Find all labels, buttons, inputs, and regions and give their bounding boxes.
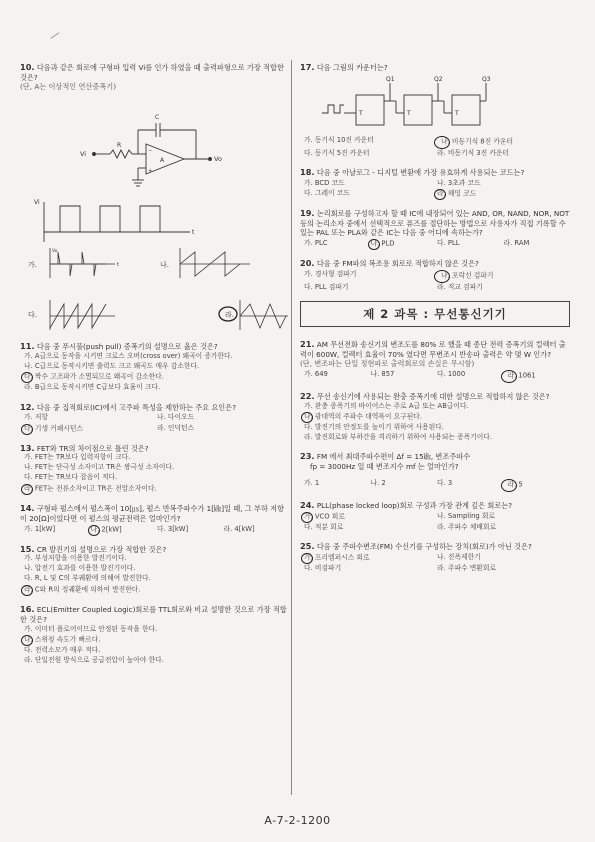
option-na: 나. 2 — [370, 478, 386, 487]
right-column — [300, 62, 570, 582]
option-ga: 가. 동기식 10진 카운터 — [304, 135, 374, 144]
answer-mark — [368, 239, 380, 250]
question-16 — [20, 604, 290, 665]
vi-label: Vi — [80, 149, 87, 158]
option-ra: 라. 주파수 변환회로 — [437, 563, 497, 572]
option-na: 나. FET는 단극성 소자이고 TR은 쌍극성 소자이다. — [24, 463, 175, 472]
question-number: 23. — [300, 451, 315, 462]
option-na-text: 나. 2[kW] — [90, 525, 122, 534]
answer-mark — [301, 553, 313, 564]
question-text: FET와 TR의 차이점으로 틀린 것은? — [36, 443, 149, 453]
question-text: 다음 중 FM파의 복조용 회로로 적합하지 않은 것은? — [316, 258, 479, 268]
option-da-text: 다. 짝수 고조파가 소멸되므로 왜곡이 감소한다. — [24, 372, 164, 381]
option-da: 다. 그레이 코드 — [304, 189, 350, 198]
answer-mark — [301, 512, 313, 523]
option-ra-text: 라. FET는 전류소자이고 TR은 전압소자이다. — [24, 484, 157, 493]
question-19 — [300, 208, 570, 249]
question-text: 구형파 펄스에서 펄스폭이 10[㎲], 펄스 반복주파수가 1[㎑]일 때, 그 부하 저항이 20[Ω]이었다면 이 펄스의 평균전력은 얼마인가? — [20, 504, 285, 524]
option-ga: 가. 649 — [304, 369, 328, 378]
option-ga: 가. BCD 코드 — [304, 178, 345, 187]
question-number: 17. — [300, 62, 315, 72]
option-ra: 라. 4[kW] — [223, 524, 255, 533]
input-square-wave — [44, 202, 190, 242]
option-ra: 라. 주파수 체배회로 — [437, 522, 497, 531]
option-ra: 라. 인덕턴스 — [157, 423, 195, 432]
option-ra: 라. — [225, 310, 234, 319]
section-title: 제 2 과목 : 무선통신기기 — [300, 301, 570, 327]
question-number: 11. — [20, 340, 35, 351]
question-22 — [300, 391, 570, 443]
answer-mark — [434, 270, 450, 283]
option-da: 다. FET는 TR보다 잡음이 적다. — [24, 473, 118, 482]
c-label: C — [155, 113, 160, 121]
option-na — [20, 634, 290, 645]
option-ga — [304, 511, 437, 522]
option-na — [91, 524, 158, 535]
question-text: 다음과 같은 회로에 구형파 입력 Vi를 인가 하였을 때 출력파형으로 가장 적합한 것은? — [20, 63, 284, 82]
answer-mark — [501, 370, 517, 383]
integrator-circuit — [93, 123, 212, 186]
r-label: R — [117, 141, 122, 149]
option-ra: 라. 비동기식 3진 카운터 — [437, 148, 510, 157]
question-note: (단, 변조파는 단일 정현파로 출력회로의 손실은 무시함) — [300, 359, 475, 369]
option-na: 나. 3초과 코드 — [437, 178, 481, 187]
option-ra: 라. B급으로 동작시키면 C급보다 효율이 크다. — [24, 382, 161, 391]
question-18 — [300, 167, 570, 199]
counter-circuit — [300, 73, 570, 135]
answer-mark — [88, 525, 100, 536]
q2-label: Q2 — [434, 75, 443, 83]
axis-t: t — [117, 261, 119, 268]
option-ga: 가. 경사형 검파기 — [304, 269, 357, 278]
option-ra — [504, 369, 571, 382]
option-da: 다. 동기식 5진 카운터 — [304, 148, 370, 157]
q3-label: Q3 — [482, 75, 491, 83]
left-column — [20, 62, 290, 674]
option-na-text: 나. 포락선 검파기 — [441, 271, 494, 280]
question-text: 논리회로를 구성하고자 할 때 IC에 내장되어 있는 AND, OR, NAND, NOR, NOT 등의 논리소자 중에서 선택적으로 퓨즈를 절단하는 방법으로 사용자가 직접 기록할 수 있는 PAL 또는 PLA와 같은 IC는 다음 중 어디에 속하는가? — [300, 209, 570, 238]
question-10 — [20, 62, 290, 332]
option-ga — [304, 552, 437, 563]
wave-t-label: t — [192, 228, 195, 236]
option-ra: 라. 직교 검파기 — [437, 282, 483, 291]
vo-label: Vo — [214, 154, 222, 163]
option-na — [437, 269, 570, 282]
question-number: 12. — [20, 401, 35, 412]
question-13 — [20, 443, 290, 495]
option-da — [24, 423, 157, 434]
option-ga: 가. 완충 증폭기의 바이어스는 주로 A급 또는 AB급이다. — [304, 401, 469, 410]
option-ga: 가. 부성저항을 이용한 발진기이다. — [24, 554, 127, 563]
option-na — [300, 411, 570, 422]
option-ga: 가. 이미터 플로어이므로 안정된 동작을 한다. — [24, 624, 158, 633]
question-number: 14. — [20, 503, 35, 514]
option-ga: 가. FET는 TR보다 입력저항이 크다. — [24, 453, 131, 462]
option-na: 나. 진폭제한기 — [437, 552, 481, 561]
question-number: 13. — [20, 442, 35, 453]
q10-option-waveforms — [20, 242, 290, 332]
question-note: (단, A는 이상적인 연산증폭기) — [20, 82, 117, 92]
answer-mark — [21, 372, 33, 383]
option-na-text: 나. PLD — [370, 239, 395, 248]
option-na-text: 나. 광대역의 주파수 대역폭이 요구된다. — [304, 412, 423, 421]
option-na: 나. — [160, 260, 169, 269]
option-ra — [504, 478, 571, 491]
question-number: 24. — [300, 499, 315, 510]
option-da: 다. PLL — [437, 238, 460, 247]
option-da — [20, 371, 290, 382]
option-ga: 가. 저항 — [24, 413, 49, 422]
answer-mark — [21, 484, 33, 495]
option-ra — [20, 483, 290, 494]
option-na: 나. 다이오드 — [157, 413, 195, 422]
question-text: PLL(phase locked loop)회로 구성과 가장 관계 깊은 회로는? — [316, 500, 513, 510]
answer-mark — [21, 424, 33, 435]
answer-mark — [434, 189, 446, 200]
q1-label: Q1 — [386, 75, 395, 83]
question-number: 21. — [300, 338, 315, 349]
option-da: 다. 발진기의 안정도를 높이기 위하여 사용된다. — [304, 422, 444, 431]
pen-mark — [51, 32, 60, 39]
option-ga: 가. — [28, 260, 37, 269]
option-na: 나. Sampling 회로 — [437, 511, 495, 520]
question-text: AM 무선전화 송신기의 변조도를 80% 로 했을 때 종단 전력 증폭기의 컬렉터 출력이 600W, 컬렉터 효율이 70% 였다면 무변조시 반송파 출력은 약 몇 W 인가? — [300, 339, 566, 359]
question-17 — [300, 62, 570, 158]
question-20 — [300, 258, 570, 292]
option-ga-text: 가. 프리엠퍼시스 회로 — [304, 553, 370, 562]
option-ra: 라. RAM — [503, 238, 530, 247]
option-ga-text: 가. VCO 회로 — [304, 512, 345, 521]
option-na: 나. C급으로 동작시키면 출력도 크고 왜곡도 매우 감소한다. — [24, 361, 200, 370]
question-24 — [300, 500, 570, 532]
answer-mark — [501, 479, 517, 492]
page-footer-code: A-7-2-1200 — [264, 814, 331, 827]
option-ga: 가. A급으로 동작을 시키면 크로스 오버(cross over) 왜곡이 증가한다. — [24, 351, 233, 360]
option-ra — [20, 584, 290, 595]
question-number: 22. — [300, 390, 315, 401]
question-11 — [20, 341, 290, 393]
option-ga: 가. 1[kW] — [24, 524, 56, 533]
question-text: CR 발진기의 설명으로 가장 적합한 것은? — [36, 544, 167, 554]
option-da: 다. 비검파기 — [304, 563, 342, 572]
question-number: 19. — [300, 208, 315, 219]
answer-mark — [21, 585, 33, 596]
integrator-circuit-and-waveforms — [20, 92, 290, 242]
question-number: 16. — [20, 604, 35, 615]
option-ra-text: 라. 1061 — [507, 371, 536, 380]
option-ra: 라. 발진회로와 부하간을 격리하기 위하여 사용되는 증폭기이다. — [304, 432, 492, 441]
question-text: 무선 송신기에 사용되는 완충 증폭기에 대한 설명으로 적합하지 않은 것은? — [316, 391, 550, 401]
question-number: 18. — [300, 167, 315, 178]
answer-mark — [434, 136, 450, 149]
option-na-text: 나. 비동기식 8진 카운터 — [441, 137, 514, 146]
axis-vo: Vo — [52, 248, 58, 254]
question-text: 다음 중 집적회로(IC)에서 고주파 특성을 제한하는 주요 요인은? — [36, 402, 237, 412]
option-na-text: 나. 스위칭 속도가 빠르다. — [24, 635, 101, 644]
option-ra: 라. 단일전원 방식으로 공급전압이 높아야 한다. — [24, 655, 164, 664]
option-da: 다. 적분 회로 — [304, 522, 344, 531]
option-da: 다. R, L 및 C의 부궤환에 의해여 발진한다. — [24, 574, 151, 583]
question-text: FM 에서 최대주파수편이 Δf = 15㎑, 변조주파수 — [316, 452, 471, 462]
option-da: 다. — [28, 310, 37, 319]
t-label-3: T — [455, 109, 459, 117]
option-da: 다. 전력소모가 매우 적다. — [24, 645, 101, 654]
t-label-1: T — [359, 109, 363, 117]
svg-text:+: + — [148, 167, 153, 174]
question-23 — [300, 451, 570, 490]
clock-pulse — [322, 105, 344, 113]
question-15 — [20, 544, 290, 596]
question-14 — [20, 503, 290, 534]
question-25 — [300, 541, 570, 573]
question-number: 25. — [300, 540, 315, 551]
option-da-text: 다. 기생 커패시턴스 — [24, 424, 84, 433]
resistor-symbol — [110, 150, 132, 158]
question-text: ECL(Emitter Coupled Logic)회로를 TTL회로와 비교 설명한 것으로 가장 적합한 것은? — [20, 605, 287, 625]
answer-mark — [301, 412, 313, 423]
question-text: 다음 중 푸시풀(push pull) 증폭기의 설명으로 옳은 것은? — [36, 341, 218, 351]
option-ra-text: 라. 해밍 코드 — [437, 189, 477, 198]
question-number: 20. — [300, 257, 315, 268]
option-da: 다. PLL 검파기 — [304, 282, 349, 291]
option-ga: 가. PLC — [304, 238, 328, 247]
option-da: 다. 3[kW] — [157, 524, 189, 533]
option-da: 다. 3 — [437, 478, 453, 487]
option-na — [437, 135, 570, 148]
question-text: 다음 중 아날로그 - 디지털 변환에 가장 유효하게 사용되는 코드는? — [316, 168, 525, 178]
question-text-2: fp = 3000Hz 일 때 변조지수 mf 는 얼마인가? — [310, 462, 459, 472]
option-ra-text: 라. 5 — [507, 480, 523, 489]
question-12 — [20, 402, 290, 434]
option-ra-text: 라. C와 R의 정궤환에 의하여 발진한다. — [24, 585, 141, 594]
column-divider — [291, 60, 292, 795]
option-da: 다. 1000 — [437, 369, 466, 378]
option-ga: 가. 1 — [304, 478, 320, 487]
t-label-2: T — [407, 109, 411, 117]
question-text: 다음 그림의 카운터는? — [316, 63, 388, 72]
option-ra — [437, 188, 570, 199]
answer-mark — [21, 635, 33, 646]
question-21 — [300, 339, 570, 382]
option-na — [371, 238, 438, 249]
option-na: 나. 압전기 효과를 이용한 발진기이다. — [24, 564, 136, 573]
question-number: 15. — [20, 543, 35, 554]
svg-text:−: − — [148, 147, 153, 154]
question-number: 10. — [20, 62, 35, 72]
wave-vi-label: Vi — [34, 198, 40, 206]
option-na: 나. 857 — [370, 369, 395, 378]
a-label: A — [160, 156, 165, 164]
question-text: 다음 중 주파수변조(FM) 수신기를 구성하는 장치(회로)가 아닌 것은? — [316, 541, 532, 551]
